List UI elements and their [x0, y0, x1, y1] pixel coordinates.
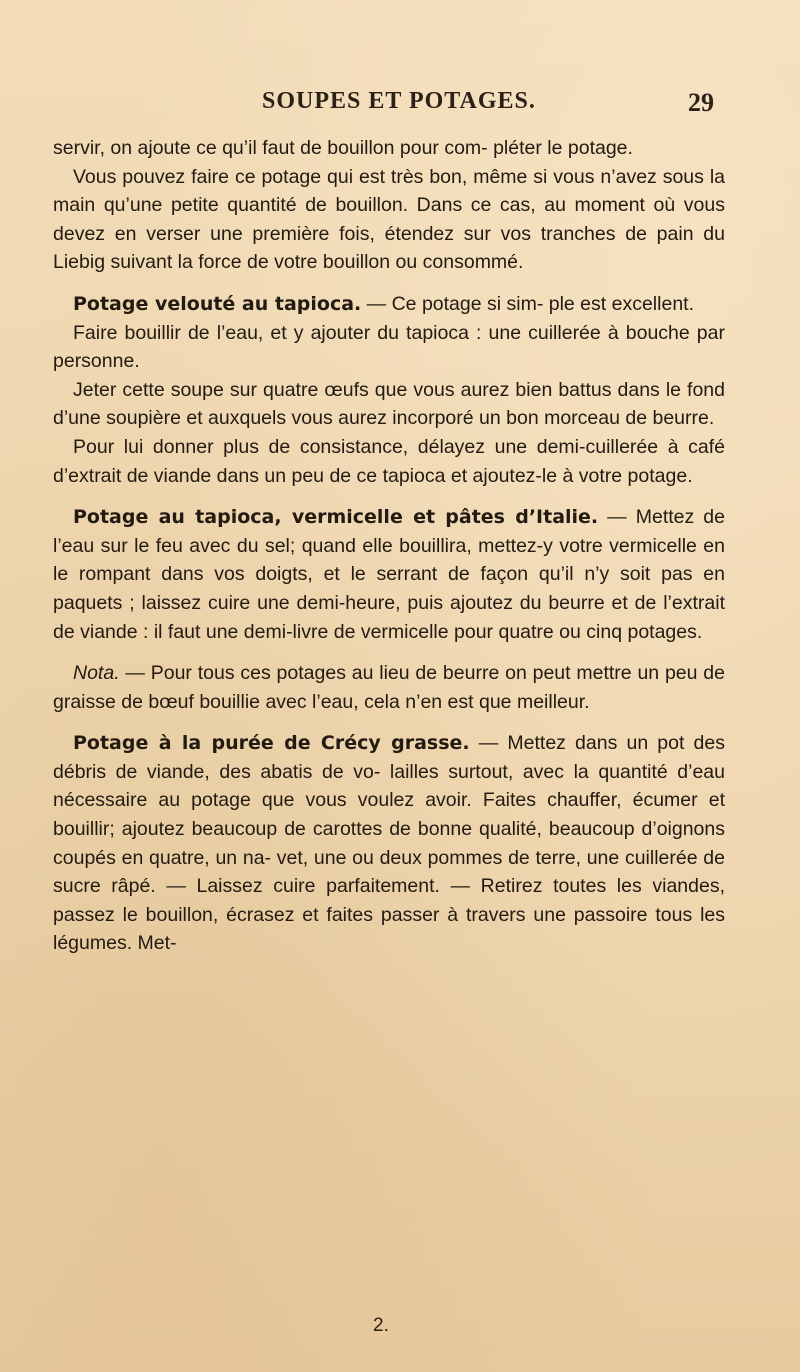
- recipe-text: — Mettez de l’eau sur le feu avec du sel; quand elle bouillira, mettez-y votre vermicelle en le rompant dans vos doigts, et le serrant de façon qu’il n’y soit pas en paquets ; laissez cuire une demi-heure, puis ajoutez du beurre et de l’extrait de viande : il faut une demi-livre de vermicelle pour quatre ou cinq potages.: [53, 506, 725, 643]
- page-number: 29: [688, 88, 714, 117]
- recipe-heading: Potage à la purée de Crécy grasse.: [73, 732, 470, 755]
- nota-text: — Pour tous ces potages au lieu de beurre on peut mettre un peu de graisse de bœuf bouillie avec l’eau, cela n’en est que meilleur.: [53, 662, 725, 713]
- nota-label: Nota.: [73, 662, 120, 685]
- recipe-text: — Mettez dans un pot des débris de viande, des abatis de vo- lailles surtout, avec la quantité d’eau nécessaire au potage que vous voulez avoir. Faites chauffer, écumer et bouillir; ajoutez beaucoup de carottes de bonne qualité, beaucoup d’oignons coupés en quatre, un na- vet, une ou deux pommes de terre, une cuillerée de sucre râpé. — Laissez cuire parfaitement. — Retirez toutes les viandes, passez le bouillon, écrasez et faites passer à travers une passoire tous les légumes. Met-: [53, 732, 725, 955]
- recipe-velouté-tapioca: [53, 290, 725, 319]
- paragraph: Faire bouillir de l’eau, et y ajouter du tapioca : une cuillerée à bouche par personne.: [53, 321, 725, 373]
- recipe-intro: — Ce potage si sim- ple est excellent.: [361, 292, 694, 315]
- recipe-tapioca-vermicelle: [53, 503, 725, 646]
- paragraph-continuation: servir, on ajoute ce qu’il faut de bouillon pour com- pléter le potage.: [53, 137, 633, 159]
- recipe-heading: Potage velouté au tapioca.: [73, 292, 362, 315]
- paragraph: Pour lui donner plus de consistance, délayez une demi-cuillerée à café d’extrait de viande dans un peu de ce tapioca et ajoutez-le à votre potage.: [53, 435, 725, 487]
- body-text: [53, 134, 725, 958]
- signature-mark: 2.: [373, 1315, 389, 1336]
- running-head: [0, 88, 800, 118]
- recipe-purée-crécy: [53, 729, 725, 958]
- paragraph: Vous pouvez faire ce potage qui est très bon, même si vous n’avez sous la main qu’une petite quantité de bouillon. Dans ce cas, au moment où vous devez en verser une première fois, étendez sur vos tranches de pain du Liebig suivant la force de votre bouillon ou consommé.: [53, 165, 725, 274]
- recipe-heading: Potage au tapioca, vermicelle et pâtes d’Italie.: [73, 506, 599, 529]
- nota-paragraph: [53, 659, 725, 716]
- running-head-title: SOUPES ET POTAGES.: [262, 88, 536, 114]
- paragraph: Jeter cette soupe sur quatre œufs que vous aurez bien battus dans le fond d’une soupière et auxquels vous aurez incorporé un bon morceau de beurre.: [53, 378, 725, 430]
